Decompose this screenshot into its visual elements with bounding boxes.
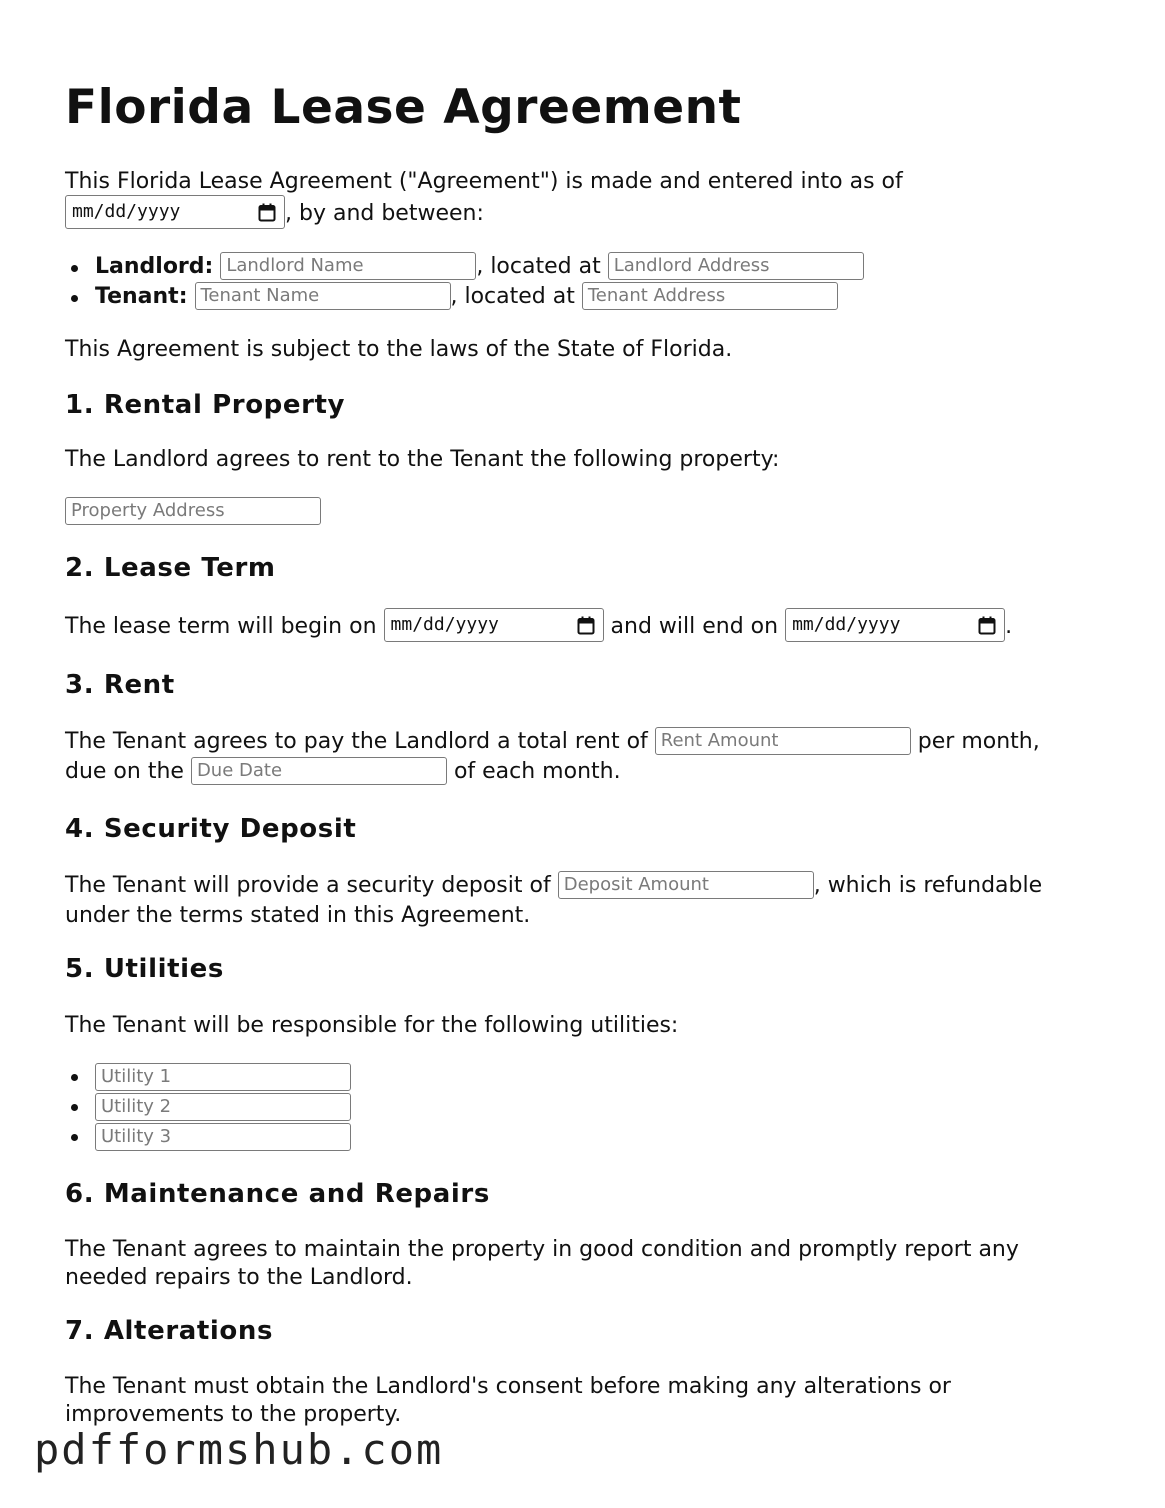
landlord-item	[95, 254, 864, 280]
section1-text: The Landlord agrees to rent to the Tenant the following property:	[65, 447, 780, 472]
property-line	[65, 498, 321, 526]
section3-heading: 3. Rent	[65, 670, 175, 700]
property-address-input[interactable]: Property Address	[65, 497, 321, 525]
rent-amount-input[interactable]: Rent Amount	[655, 727, 911, 755]
due-date-input[interactable]: Due Date	[191, 757, 447, 785]
tenant-address-input[interactable]: Tenant Address	[582, 282, 838, 310]
lease-term-text-middle: and will end on	[610, 614, 779, 639]
section1-heading: 1. Rental Property	[65, 390, 346, 420]
intro-date-line	[65, 199, 484, 229]
utility-item	[95, 1093, 351, 1121]
section6-heading: 6. Maintenance and Repairs	[65, 1179, 490, 1209]
rent-text-middle: per month,	[917, 729, 1040, 754]
section5-text: The Tenant will be responsible for the following utilities:	[65, 1013, 679, 1038]
start-date-placeholder: mm/dd/yyyy	[390, 614, 499, 635]
landlord-label: Landlord:	[95, 254, 214, 279]
lease-term-line	[65, 612, 1012, 642]
tenant-name-input[interactable]: Tenant Name	[195, 282, 451, 310]
utility-2-input[interactable]: Utility 2	[95, 1093, 351, 1121]
calendar-icon[interactable]	[258, 203, 276, 222]
rent-line-1	[65, 728, 1040, 756]
agreement-date-input[interactable]	[65, 195, 285, 229]
deposit-text-before: The Tenant will provide a security deposit of	[65, 873, 551, 898]
deposit-line-2: under the terms stated in this Agreement.	[65, 903, 531, 928]
watermark: pdfformshub.com	[34, 1425, 444, 1474]
section7-text-line2: improvements to the property.	[65, 1402, 402, 1427]
intro-line	[65, 168, 903, 196]
utility-item	[95, 1063, 351, 1091]
deposit-line-1	[65, 872, 1042, 900]
lease-term-text-after: .	[1005, 614, 1013, 639]
utility-1-input[interactable]: Utility 1	[95, 1063, 351, 1091]
document-title: Florida Lease Agreement	[65, 80, 742, 135]
agreement-date-placeholder: mm/dd/yyyy	[72, 201, 181, 222]
tenant-label: Tenant:	[95, 284, 188, 309]
section6-text-line2: needed repairs to the Landlord.	[65, 1265, 413, 1290]
section4-heading: 4. Security Deposit	[65, 814, 357, 844]
utility-item	[95, 1123, 351, 1151]
rent-text-after: of each month.	[453, 759, 621, 784]
end-date-placeholder: mm/dd/yyyy	[792, 614, 901, 635]
intro-text-after: , by and between:	[285, 201, 484, 226]
end-date-input[interactable]	[785, 608, 1005, 642]
rent-line2-text: due on the	[65, 759, 184, 784]
deposit-text-after: , which is refundable	[813, 873, 1043, 898]
landlord-address-input[interactable]: Landlord Address	[608, 252, 864, 280]
rent-text-before: The Tenant agrees to pay the Landlord a total rent of	[65, 729, 648, 754]
section7-text-line1: The Tenant must obtain the Landlord's consent before making any alterations or	[65, 1374, 951, 1399]
calendar-icon[interactable]	[978, 616, 996, 635]
landlord-located-text: , located at	[476, 254, 601, 279]
start-date-input[interactable]	[384, 608, 604, 642]
laws-text: This Agreement is subject to the laws of the State of Florida.	[65, 337, 733, 362]
intro-text: This Florida Lease Agreement ("Agreement") is made and entered into as of	[65, 169, 903, 194]
tenant-located-text: , located at	[450, 284, 575, 309]
calendar-icon[interactable]	[577, 616, 595, 635]
section5-heading: 5. Utilities	[65, 954, 224, 984]
section7-heading: 7. Alterations	[65, 1316, 274, 1346]
deposit-amount-input[interactable]: Deposit Amount	[558, 871, 814, 899]
rent-line-2	[65, 758, 621, 786]
landlord-name-input[interactable]: Landlord Name	[220, 252, 476, 280]
tenant-item	[95, 284, 838, 310]
section6-text-line1: The Tenant agrees to maintain the property in good condition and promptly report any	[65, 1237, 1019, 1262]
utility-3-input[interactable]: Utility 3	[95, 1123, 351, 1151]
section2-heading: 2. Lease Term	[65, 553, 276, 583]
lease-term-text-before: The lease term will begin on	[65, 614, 377, 639]
